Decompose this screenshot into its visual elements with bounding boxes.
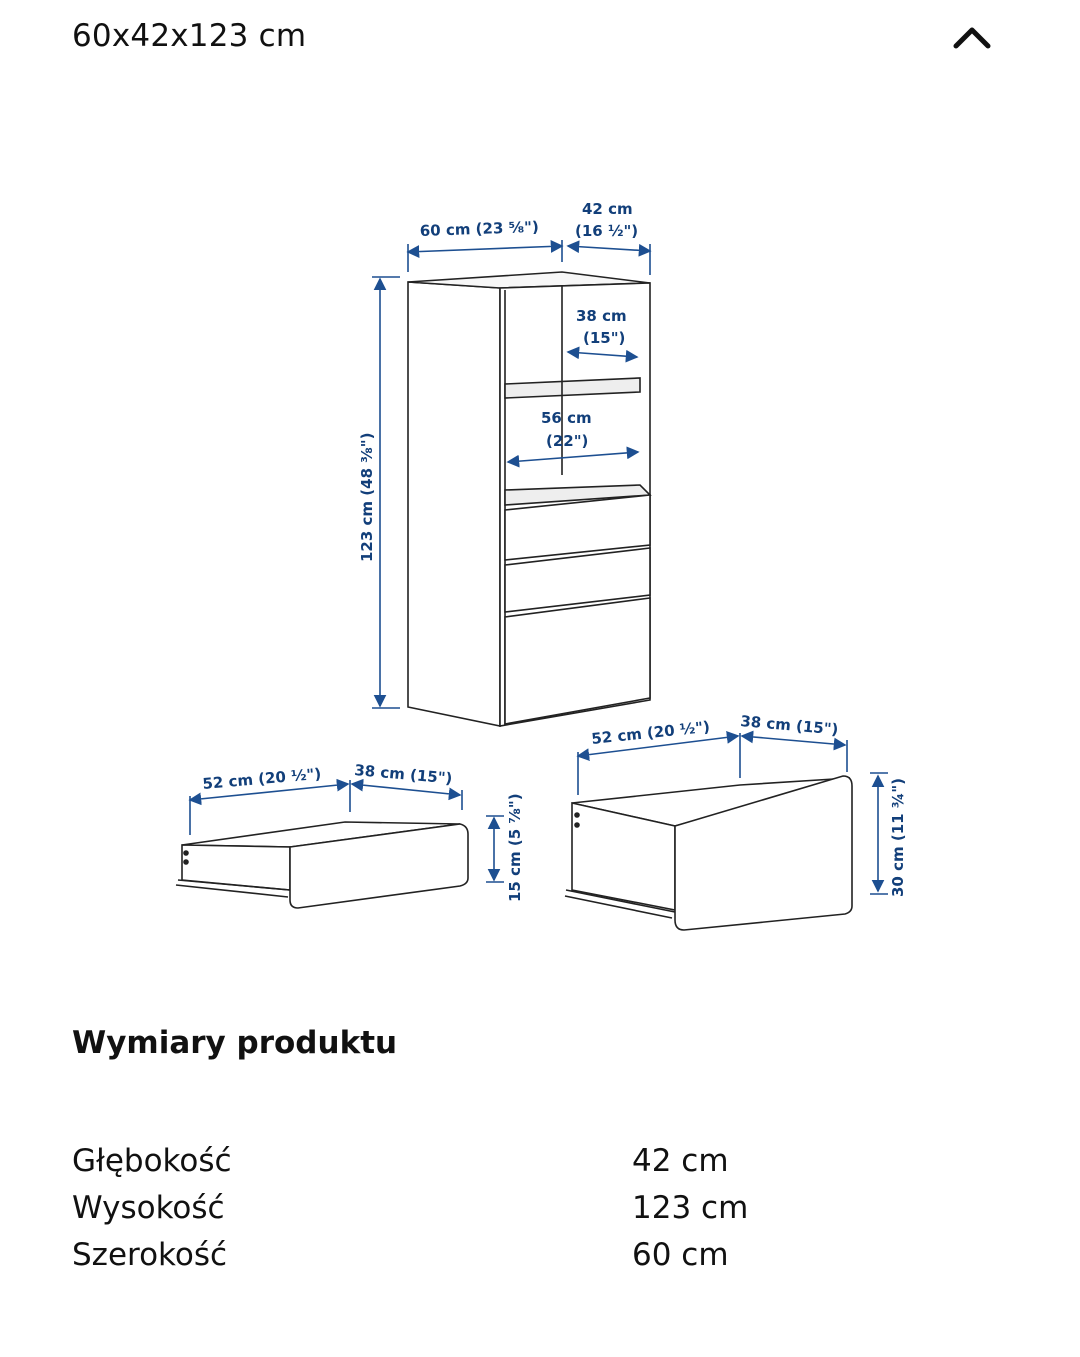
dimension-value: 42 cm <box>632 1143 729 1179</box>
section-title: Wymiary produktu <box>72 1025 398 1061</box>
small-drawer-length-label: 52 cm (20 ½") <box>201 764 322 793</box>
dimension-value: 60 cm <box>632 1237 729 1273</box>
header <box>0 0 1080 80</box>
dimension-diagram <box>150 180 930 984</box>
dimension-row-width <box>72 1237 972 1284</box>
dimension-label: Głębokość <box>72 1143 232 1179</box>
cabinet-depth-in-label: (16 ½") <box>575 222 639 240</box>
shelf-depth-in-label: (15") <box>583 329 626 347</box>
cabinet-width-label: 60 cm (23 ⅝") <box>419 217 540 240</box>
large-drawer-drawing <box>565 776 852 930</box>
large-drawer-length-label: 52 cm (20 ½") <box>590 717 711 748</box>
dimensions-list <box>72 1143 972 1284</box>
product-size-title: 60x42x123 cm <box>72 18 307 54</box>
shelf-depth-cm-label: 38 cm <box>576 307 627 325</box>
small-drawer-depth-label: 38 cm (15") <box>353 761 454 788</box>
dimension-value: 123 cm <box>632 1190 749 1226</box>
large-drawer-height-label: 30 cm (11 ¾") <box>889 778 907 897</box>
inner-width-cm-label: 56 cm <box>541 409 592 427</box>
small-drawer-height-label: 15 cm (5 ⅞") <box>506 793 524 902</box>
cabinet-depth-cm-label: 42 cm <box>582 200 633 218</box>
inner-width-in-label: (22") <box>546 432 589 450</box>
dimension-label: Wysokość <box>72 1190 225 1226</box>
dimension-diagram-svg <box>150 180 930 980</box>
cabinet-height-label: 123 cm (48 ⅜") <box>358 432 376 562</box>
dimension-row-depth <box>72 1143 972 1190</box>
dimension-label: Szerokość <box>72 1237 228 1273</box>
dimension-row-height <box>72 1190 972 1237</box>
large-drawer-depth-label: 38 cm (15") <box>739 712 840 739</box>
collapse-button[interactable] <box>950 20 994 56</box>
small-drawer-drawing <box>176 822 468 908</box>
chevron-up-icon <box>950 20 994 56</box>
